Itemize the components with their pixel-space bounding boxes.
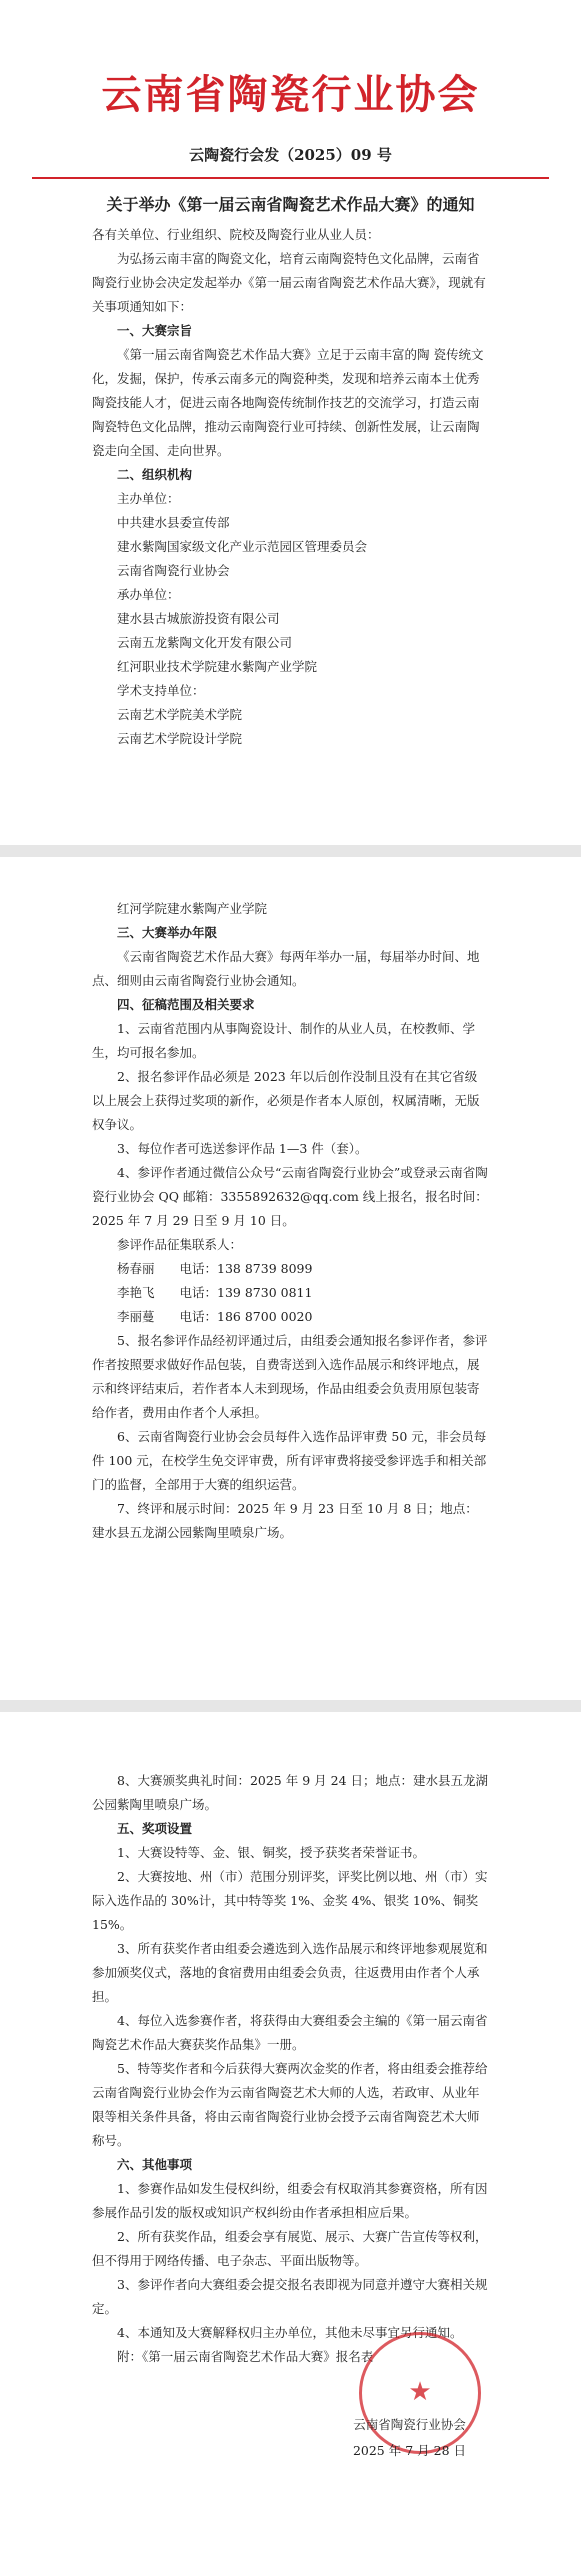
signature-block xyxy=(353,2412,466,2464)
paragraph: 2、大赛按地、州（市）范围分别评奖，评奖比例以地、州（市）实际入选作品的 30%计，其中特等奖 1%、金奖 4%、银奖 10%、铜奖 15%。 xyxy=(92,1869,488,1932)
paragraph: 杨春丽 电话：138 8739 8099 xyxy=(117,1261,313,1276)
document-page-1 xyxy=(0,0,581,845)
paragraph: 建水县古城旅游投资有限公司 xyxy=(117,611,280,626)
section-heading: 六、其他事项 xyxy=(117,2157,193,2172)
page-1-body xyxy=(92,223,489,751)
paragraph: 《云南省陶瓷艺术作品大赛》每两年举办一届，每届举办时间、地点、细则由云南省陶瓷行业协会通知。 xyxy=(92,949,480,988)
paragraph: 红河学院建水紫陶产业学院 xyxy=(117,901,268,916)
paragraph: 4、参评作者通过微信公众号“云南省陶瓷行业协会”或登录云南省陶瓷行业协会 QQ 邮箱：3355892632@qq.com 线上报名，报名时间：2025 年 7 月 29 日至 9 月 10 日。 xyxy=(92,1165,488,1228)
paragraph: 7、终评和展示时间：2025 年 9 月 23 日至 10 月 8 日；地点：建水县五龙湖公园紫陶里喷泉广场。 xyxy=(92,1501,478,1540)
notice-title: 关于举办《第一届云南省陶瓷艺术作品大赛》的通知 xyxy=(106,195,475,214)
paragraph: 云南艺术学院设计学院 xyxy=(117,731,243,746)
signature-date: 2025 年 7 月 28 日 xyxy=(352,2443,466,2458)
paragraph: 2、报名参评作品必须是 2023 年以后创作没制且没有在其它省级以上展会上获得过奖项的新作，必须是作者本人原创，权属清晰，无版权争议。 xyxy=(92,1069,480,1132)
paragraph: 5、报名参评作品经初评通过后，由组委会通知报名参评作者，参评作者按照要求做好作品包装，自费寄送到入选作品展示和终评地点，展示和终评结束后，若作者本人未到现场，作品由组委会负责用原包装寄给作者，费用由作者个人承担。 xyxy=(92,1333,488,1420)
section-heading: 二、组织机构 xyxy=(117,467,193,482)
paragraph: 承办单位： xyxy=(117,587,180,602)
paragraph: 中共建水县委宣传部 xyxy=(117,515,230,530)
paragraph: 3、所有获奖作者由组委会遴选到入选作品展示和终评地参观展览和参加颁奖仪式，落地的食宿费用由组委会负责，往返费用由作者个人承担。 xyxy=(92,1941,488,2004)
paragraph: 2、所有获奖作品，组委会享有展览、展示、大赛广告宣传等权利，但不得用于网络传播、电子杂志、平面出版物等。 xyxy=(92,2229,488,2268)
paragraph: 云南省陶瓷行业协会 xyxy=(117,563,230,578)
paragraph: 建水紫陶国家级文化产业示范园区管理委员会 xyxy=(117,539,368,554)
section-heading: 三、大赛举办年限 xyxy=(117,925,218,940)
paragraph: 各有关单位、行业组织、院校及陶瓷行业从业人员： xyxy=(92,227,380,242)
paragraph: 李丽蔓 电话：186 8700 0020 xyxy=(117,1309,313,1324)
org-name-heading: 云南省陶瓷行业协会 xyxy=(101,71,480,118)
paragraph: 云南艺术学院美术学院 xyxy=(117,707,243,722)
paragraph: 5、特等奖作者和今后获得大赛两次金奖的作者，将由组委会推荐给云南省陶瓷行业协会作为云南省陶瓷艺术大师的人选，若政审、从业年限等相关条件具备，将由云南省陶瓷行业协会授予云南省陶瓷艺术大师称号。 xyxy=(92,2061,488,2148)
red-divider-line xyxy=(32,177,549,179)
seal-star-icon: ★ xyxy=(408,2377,432,2407)
paragraph: 附：《第一届云南省陶瓷艺术作品大赛》报名表 xyxy=(117,2349,374,2364)
paragraph: 为弘扬云南丰富的陶瓷文化，培育云南陶瓷特色文化品牌，云南省陶瓷行业协会决定发起举办《第一届云南省陶瓷艺术作品大赛》，现就有关事项通知如下： xyxy=(92,251,486,314)
paragraph: 3、参评作者向大赛组委会提交报名表即视为同意并遵守大赛相关规定。 xyxy=(92,2277,488,2316)
document-page-3 xyxy=(0,1712,581,2560)
section-heading: 四、征稿范围及相关要求 xyxy=(117,997,255,1012)
paragraph: 1、大赛设特等、金、银、铜奖，授予获奖者荣誉证书。 xyxy=(117,1845,425,1860)
paragraph: 主办单位： xyxy=(117,491,180,506)
page-2-body xyxy=(92,897,489,1545)
paragraph: 云南五龙紫陶文化开发有限公司 xyxy=(117,635,293,650)
paragraph: 1、参赛作品如发生侵权纠纷，组委会有权取消其参赛资格，所有因参展作品引发的版权或知识产权纠纷由作者承担相应后果。 xyxy=(92,2181,488,2220)
paragraph: 3、每位作者可选送参评作品 1—3 件（套）。 xyxy=(117,1141,368,1156)
paragraph: 4、本通知及大赛解释权归主办单位，其他未尽事宜另行通知。 xyxy=(117,2325,463,2340)
document-number: 云陶瓷行会发（2025）09 号 xyxy=(189,146,392,164)
document-page-2 xyxy=(0,857,581,1700)
paragraph: 学术支持单位： xyxy=(117,683,205,698)
page-3-body xyxy=(92,1769,489,2369)
paragraph: 李艳飞 电话：139 8730 0811 xyxy=(117,1285,313,1300)
paragraph: 参评作品征集联系人： xyxy=(117,1237,243,1252)
paragraph: 1、云南省范围内从事陶瓷设计、制作的从业人员，在校教师、学生，均可报名参加。 xyxy=(92,1021,475,1060)
section-heading: 一、大赛宗旨 xyxy=(117,323,193,338)
paragraph: 4、每位入选参赛作者，将获得由大赛组委会主编的《第一届云南省陶瓷艺术作品大赛获奖作品集》一册。 xyxy=(92,2013,488,2052)
paragraph: 《第一届云南省陶瓷艺术作品大赛》立足于云南丰富的陶 瓷传统文化，发掘，保护，传承云南多元的陶瓷种类，发现和培养云南本土优秀陶瓷技能人才，促进云南各地陶瓷传统制作技艺的交流学习，打造云南陶瓷特色文化品牌，推动云南陶瓷行业可持续、创新性发展，让云南陶瓷走向全国、走向世界。 xyxy=(92,347,484,458)
signature-org: 云南省陶瓷行业协会 xyxy=(353,2417,466,2432)
section-heading: 五、奖项设置 xyxy=(117,1821,193,1836)
paragraph: 6、云南省陶瓷行业协会会员每件入选作品评审费 50 元，非会员每件 100 元，在校学生免交评审费，所有评审费将接受参评选手和相关部门的监督，全部用于大赛的组织运营。 xyxy=(92,1429,487,1492)
paragraph: 红河职业技术学院建水紫陶产业学院 xyxy=(117,659,318,674)
paragraph: 8、大赛颁奖典礼时间：2025 年 9 月 24 日；地点：建水县五龙湖公园紫陶里喷泉广场。 xyxy=(92,1773,488,1812)
